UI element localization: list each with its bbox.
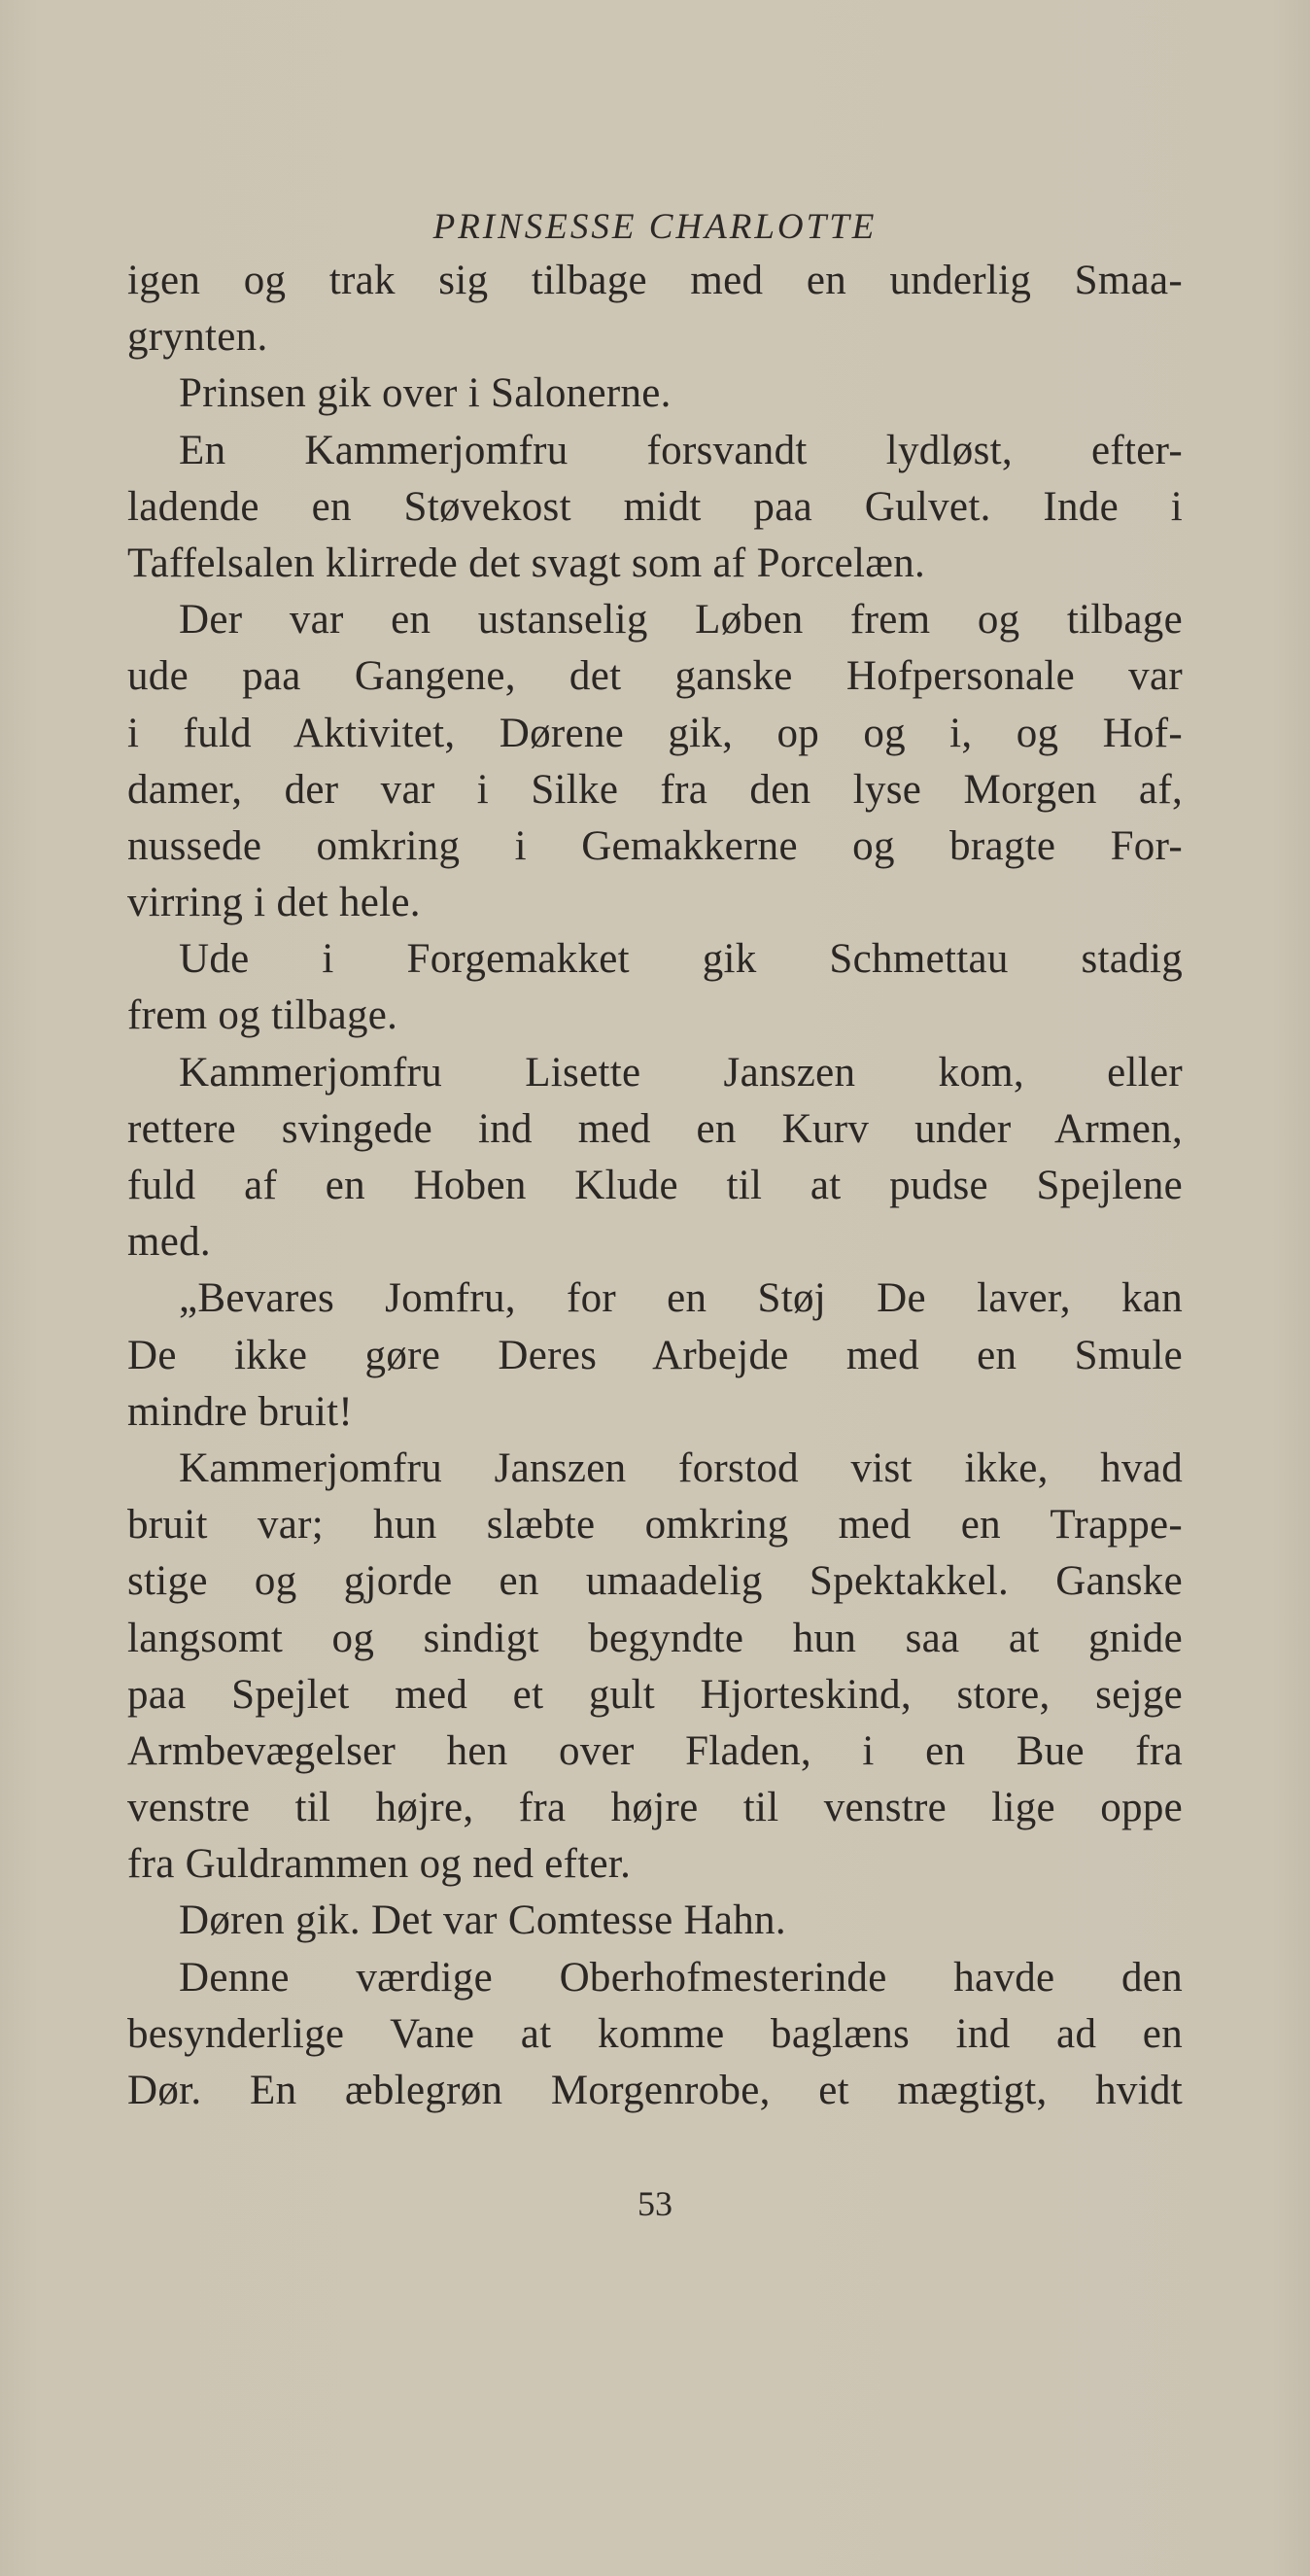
text-line: Denne værdige Oberhofmesterinde havde den [179, 1954, 1183, 2001]
text-line: Taffelsalen klirrede det svagt som af Porcelæn. [127, 540, 926, 586]
text-line: langsomt og sindigt begyndte hun saa at gnide [127, 1615, 1183, 1661]
text-line: De ikke gøre Deres Arbejde med en Smule [127, 1332, 1183, 1378]
text-line: fuld af en Hoben Klude til at pudse Spejlene [127, 1163, 1183, 1208]
text-line: ladende en Støvekost midt paa Gulvet. Inde i [127, 483, 1183, 530]
text-line: besynderlige Vane at komme baglæns ind ad en [127, 2010, 1183, 2057]
text-line: En Kammerjomfru forsvandt lydløst, efter- [179, 427, 1183, 473]
text-line: „Bevares Jomfru, for en Støj De laver, kan [179, 1275, 1183, 1322]
text-line: Døren gik. Det var Comtesse Hahn. [179, 1897, 786, 1944]
text-line: med. [127, 1219, 211, 1266]
body-text [127, 253, 1183, 2119]
text-line: igen og trak sig tilbage med en underlig Smaa- [127, 258, 1183, 303]
text-line: Ude i Forgemakket gik Schmettau stadig [179, 936, 1183, 983]
text-line: Armbevægelser hen over Fladen, i en Bue fra [127, 1727, 1183, 1774]
text-line: virring i det hele. [127, 880, 421, 926]
text-line: Dør. En æblegrøn Morgenrobe, et mægtigt, hvidt [127, 2068, 1183, 2113]
text-line: nussede omkring i Gemakkerne og bragte For- [127, 822, 1183, 869]
text-line: frem og tilbage. [127, 992, 398, 1039]
text-line: venstre til højre, fra højre til venstre lige oppe [127, 1785, 1183, 1831]
text-line: Der var en ustanselig Løben frem og tilbage [179, 597, 1183, 644]
text-line: fra Guldrammen og ned efter. [127, 1841, 632, 1888]
text-line: Kammerjomfru Lisette Janszen kom, eller [179, 1049, 1183, 1096]
text-line: stige og gjorde en umaadelig Spektakkel. Ganske [127, 1558, 1183, 1605]
text-line: Kammerjomfru Janszen forstod vist ikke, hvad [179, 1445, 1183, 1491]
text-line: paa Spejlet med et gult Hjorteskind, store, sejge [127, 1671, 1183, 1718]
text-line: rettere svingede ind med en Kurv under Armen, [127, 1105, 1183, 1152]
text-line: bruit var; hun slæbte omkring med en Trappe- [127, 1502, 1183, 1549]
text-line: Prinsen gik over i Salonerne. [179, 370, 672, 417]
page-number: 53 [638, 2184, 672, 2223]
text-line: ude paa Gangene, det ganske Hofpersonale var [127, 653, 1183, 700]
text-line: damer, der var i Silke fra den lyse Morgen af, [127, 766, 1183, 813]
running-head: PRINSESSE CHARLOTTE [432, 207, 878, 247]
text-line: grynten. [127, 314, 268, 361]
text-line: mindre bruit! [127, 1388, 353, 1435]
text-line: i fuld Aktivitet, Dørene gik, op og i, og Hof- [127, 710, 1183, 756]
